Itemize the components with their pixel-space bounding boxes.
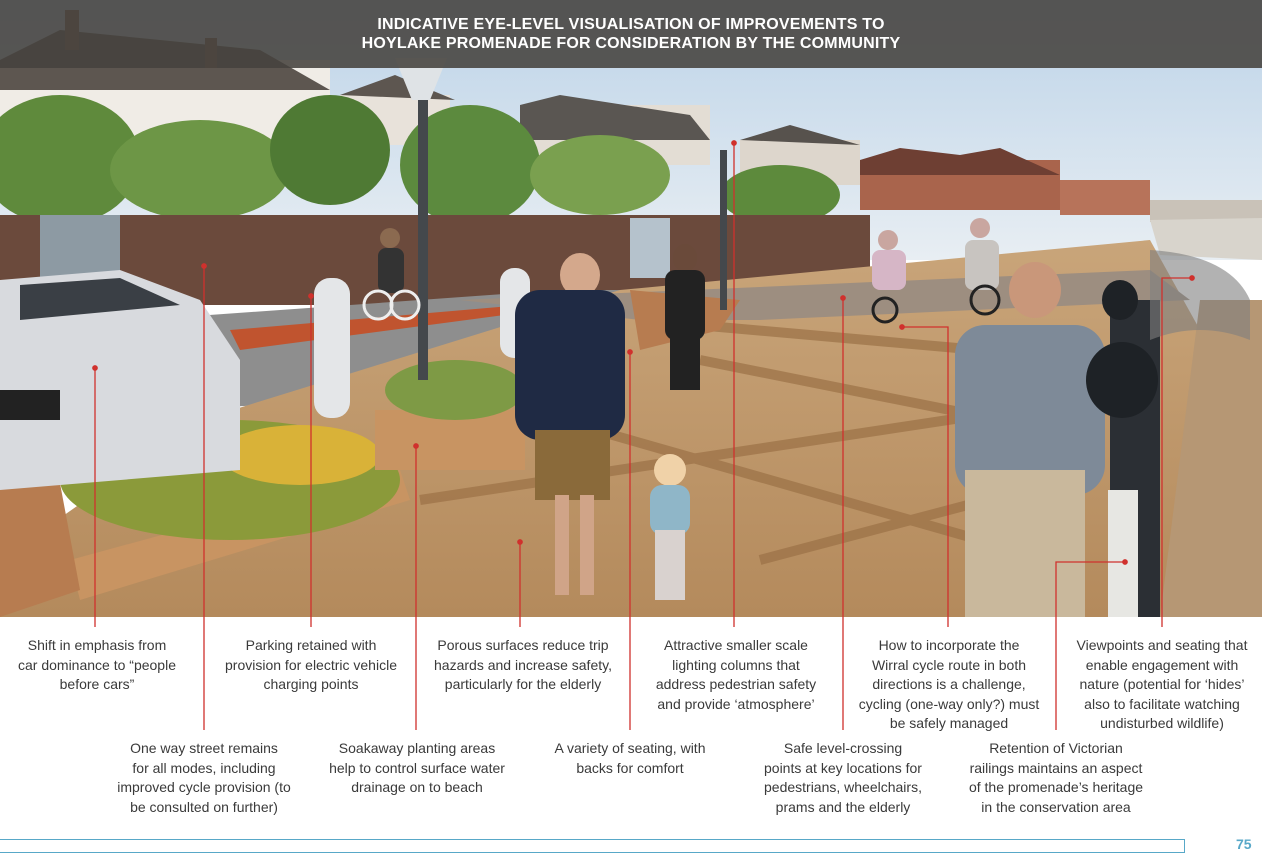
caption-variety-of-seating: A variety of seating, with backs for comfort bbox=[554, 740, 706, 776]
caption-viewpoints-seating: Viewpoints and seating that enable engagement with nature (potential for ‘hides’ also to facilitate watching undisturbed wildlife) bbox=[1076, 637, 1248, 731]
footer-rule bbox=[0, 839, 1185, 853]
title-bar bbox=[0, 0, 1262, 68]
caption-porous-surfaces: Porous surfaces reduce trip hazards and increase safety, particularly for the elderly bbox=[434, 637, 612, 692]
caption-parking-ev-charging: Parking retained with provision for electric vehicle charging points bbox=[225, 637, 397, 692]
caption-people-before-cars: Shift in emphasis from car dominance to “people before cars” bbox=[18, 637, 176, 692]
ev-charging-point bbox=[314, 278, 350, 418]
caption-lighting-columns: Attractive smaller scale lighting columns that address pedestrian safety and provide ‘atmosphere’ bbox=[655, 637, 817, 712]
caption-soakaway-planting: Soakaway planting areas help to control surface water drainage on to beach bbox=[329, 740, 505, 795]
caption-level-crossing-points: Safe level-crossing points at key locations for pedestrians, wheelchairs, prams and the elderly bbox=[764, 740, 922, 815]
page-number: 75 bbox=[1236, 836, 1252, 852]
title-line-2: HOYLAKE PROMENADE FOR CONSIDERATION BY THE COMMUNITY bbox=[361, 35, 901, 52]
title-line-1: INDICATIVE EYE-LEVEL VISUALISATION OF IMPROVEMENTS TO bbox=[377, 16, 885, 33]
caption-one-way-street: One way street remains for all modes, including improved cycle provision (to be consulted on further) bbox=[117, 740, 291, 815]
caption-wirral-cycle-route: How to incorporate the Wirral cycle route in both directions is a challenge, cycling (one-way only?) must be safely managed bbox=[858, 637, 1040, 731]
caption-victorian-railings: Retention of Victorian railings maintains an aspect of the promenade’s heritage in the conservation area bbox=[968, 740, 1144, 815]
lighting-column bbox=[418, 90, 428, 380]
